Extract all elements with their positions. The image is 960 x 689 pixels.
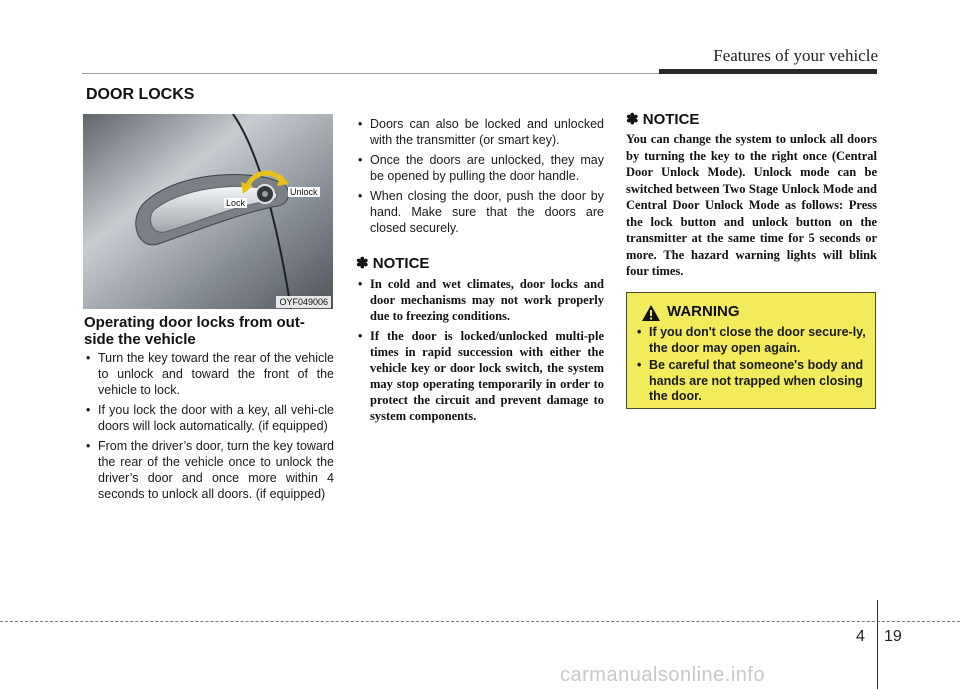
notice-text: You can change the system to unlock all doors by turning the key to the right once (Central Door Unlock Mode). Unlock mode can be switched between Two Stage Unlock Mode and Central Door Unlock Mode as follows: Press the lock button and unlock button on the transmitter at the same time for 5 seconds or more. The hazard warning lights will blink four times.	[626, 132, 877, 278]
list-item: • Be careful that someone's body and hands are not trapped when closing the door.	[635, 358, 871, 405]
header-rule-accent	[659, 69, 877, 74]
list-item: • Doors can also be locked and unlocked with the transmitter (or smart key).	[356, 116, 604, 148]
list-item: • Once the doors are unlocked, they may be opened by pulling the door handle.	[356, 152, 604, 184]
footer-divider	[877, 600, 878, 689]
list-item: • In cold and wet climates, door locks and door mechanisms may not work properly due to freezing conditions.	[356, 276, 604, 324]
section-title: DOOR LOCKS	[86, 86, 195, 103]
chapter-number: 4	[856, 628, 865, 645]
figure-code: OYF049006	[276, 296, 331, 308]
warning-triangle-icon	[641, 304, 661, 322]
page-number: 19	[884, 628, 902, 645]
list-item: • If the door is locked/unlocked multi-ple times in rapid succession with either the vehicle key or door lock switch, the system may stop operating temporarily in order to protect the circuit and prevent damage to system components.	[356, 328, 604, 424]
subheading: Operating door locks from out-side the vehicle	[84, 314, 305, 348]
header-title: Features of your vehicle	[713, 46, 878, 65]
lock-label: Lock	[226, 198, 246, 208]
col1-bullet-list	[84, 350, 334, 506]
notice-title-2: ✽ NOTICE	[626, 111, 700, 128]
notice-title: ✽ NOTICE	[356, 255, 430, 272]
warning-bullet-list	[635, 325, 871, 407]
door-handle-photo	[83, 114, 333, 309]
notice-bullet-list	[356, 276, 604, 428]
door-handle-illustration	[83, 114, 333, 309]
footer-rule	[0, 621, 960, 622]
list-item: • If you lock the door with a key, all vehi-cle doors will lock automatically. (if equipped)	[84, 402, 334, 434]
list-item: • Turn the key toward the rear of the vehicle to unlock and toward the front of the vehicle to lock.	[84, 350, 334, 398]
list-item: • From the driver’s door, turn the key toward the rear of the vehicle once to unlock the driver’s door and once more within 4 seconds to unlock all doors. (if equipped)	[84, 438, 334, 502]
col2-bullet-list	[356, 116, 604, 240]
warning-box	[626, 292, 876, 409]
watermark: carmanualsonline.info	[560, 664, 766, 686]
list-item: • If you don't close the door secure-ly, the door may open again.	[635, 325, 871, 356]
warning-title: WARNING	[667, 303, 740, 320]
list-item: • When closing the door, push the door by hand. Make sure that the doors are closed securely.	[356, 188, 604, 236]
unlock-label: Unlock	[290, 187, 318, 197]
